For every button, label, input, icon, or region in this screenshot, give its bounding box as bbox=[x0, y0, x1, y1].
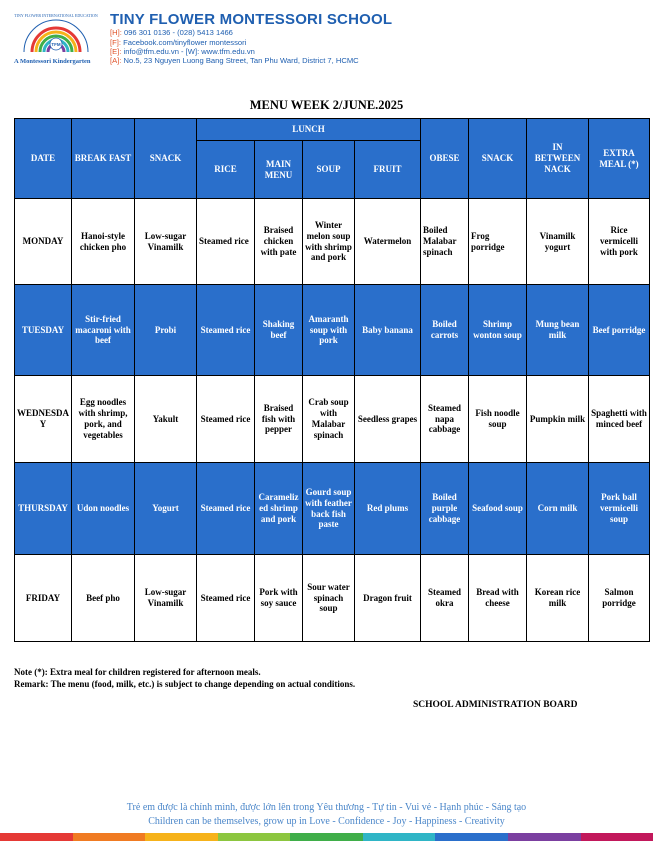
rainbow-stripe bbox=[73, 833, 146, 841]
menu-cell: Seafood soup bbox=[469, 463, 527, 555]
menu-cell: Frog porridge bbox=[469, 199, 527, 285]
contact-key: [F]: bbox=[110, 38, 121, 47]
day-label: FRIDAY bbox=[15, 555, 72, 642]
menu-cell: Yogurt bbox=[135, 463, 197, 555]
menu-cell: Corn milk bbox=[527, 463, 589, 555]
menu-cell: Shaking beef bbox=[255, 285, 303, 376]
contact-phone bbox=[110, 28, 233, 37]
menu-cell: Beef porridge bbox=[589, 285, 650, 376]
menu-cell: Egg noodles with shrimp, pork, and vegetables bbox=[72, 376, 135, 463]
menu-cell: Dragon fruit bbox=[355, 555, 421, 642]
menu-cell: Baby banana bbox=[355, 285, 421, 376]
rainbow-stripe bbox=[218, 833, 291, 841]
menu-cell: Boiled Malabar spinach bbox=[421, 199, 469, 285]
menu-cell: Udon noodles bbox=[72, 463, 135, 555]
menu-cell: Pumpkin milk bbox=[527, 376, 589, 463]
menu-cell: Braised chicken with pate bbox=[255, 199, 303, 285]
day-label: THURSDAY bbox=[15, 463, 72, 555]
rainbow-footer-bar bbox=[0, 833, 653, 841]
rainbow-stripe bbox=[508, 833, 581, 841]
table-row bbox=[15, 285, 650, 376]
header-fruit: FRUIT bbox=[355, 141, 421, 199]
menu-cell: Shrimp wonton soup bbox=[469, 285, 527, 376]
menu-cell: Fish noodle soup bbox=[469, 376, 527, 463]
logo-tagline: A Montessori Kindergarten bbox=[14, 58, 91, 65]
contact-value: Facebook.com/tinyflower montessori bbox=[123, 38, 247, 47]
header-in-between-snack: IN BETWEEN NACK bbox=[527, 119, 589, 199]
menu-cell: Seedless grapes bbox=[355, 376, 421, 463]
menu-cell: Vinamilk yogurt bbox=[527, 199, 589, 285]
header-snack: SNACK bbox=[135, 119, 197, 199]
rainbow-stripe bbox=[290, 833, 363, 841]
menu-cell: Steamed rice bbox=[197, 285, 255, 376]
menu-cell: Pork with soy sauce bbox=[255, 555, 303, 642]
menu-cell: Pork ball vermicelli soup bbox=[589, 463, 650, 555]
menu-cell: Bread with cheese bbox=[469, 555, 527, 642]
header-main-menu: MAIN MENU bbox=[255, 141, 303, 199]
menu-cell: Boiled purple cabbage bbox=[421, 463, 469, 555]
menu-cell: Steamed rice bbox=[197, 555, 255, 642]
extra-meal-note: Note (*): Extra meal for children registered for afternoon meals. bbox=[14, 667, 261, 677]
menu-cell: Rice vermicelli with pork bbox=[589, 199, 650, 285]
logo-arc-text: TINY FLOWER INTERNATIONAL EDUCATION bbox=[14, 13, 98, 18]
rainbow-stripe bbox=[0, 833, 73, 841]
header-obese: OBESE bbox=[421, 119, 469, 199]
contact-value: 096 301 0136 - (028) 5413 1466 bbox=[123, 28, 233, 37]
table-row bbox=[15, 376, 650, 463]
menu-cell: Beef pho bbox=[72, 555, 135, 642]
contact-key: [A]: bbox=[110, 56, 122, 65]
slogan-vietnamese: Trẻ em được là chính mình, được lớn lên trong Yêu thương - Tự tin - Vui vẻ - Hạnh phúc - Sáng tạo bbox=[126, 802, 527, 813]
slogan-english: Children can be themselves, grow up in Love - Confidence - Joy - Happiness - Creativity bbox=[148, 816, 505, 827]
contact-key: [E]: bbox=[110, 47, 122, 56]
logo-center-text: TFM bbox=[51, 42, 61, 47]
header-soup: SOUP bbox=[303, 141, 355, 199]
header-snack-afternoon: SNACK bbox=[469, 119, 527, 199]
menu-cell: Crab soup with Malabar spinach bbox=[303, 376, 355, 463]
contact-key: [H]: bbox=[110, 28, 122, 37]
rainbow-stripe bbox=[145, 833, 218, 841]
menu-cell: Mung bean milk bbox=[527, 285, 589, 376]
menu-cell: Low-sugar Vinamilk bbox=[135, 199, 197, 285]
menu-remark: Remark: The menu (food, milk, etc.) is subject to change depending on actual conditions. bbox=[14, 679, 356, 689]
menu-cell: Sour water spinach soup bbox=[303, 555, 355, 642]
day-label: TUESDAY bbox=[15, 285, 72, 376]
menu-cell: Steamed okra bbox=[421, 555, 469, 642]
menu-cell: Steamed napa cabbage bbox=[421, 376, 469, 463]
menu-cell: Red plums bbox=[355, 463, 421, 555]
menu-cell: Salmon porridge bbox=[589, 555, 650, 642]
menu-cell: Yakult bbox=[135, 376, 197, 463]
header-breakfast: BREAK FAST bbox=[72, 119, 135, 199]
administration-signature: SCHOOL ADMINISTRATION BOARD bbox=[413, 700, 578, 710]
menu-cell: Steamed rice bbox=[197, 376, 255, 463]
table-row bbox=[15, 199, 650, 285]
contact-facebook bbox=[110, 38, 246, 47]
menu-cell: Braised fish with pepper bbox=[255, 376, 303, 463]
rainbow-stripe bbox=[363, 833, 436, 841]
header-date: DATE bbox=[15, 119, 72, 199]
contact-value: info@tfm.edu.vn - [W]: www.tfm.edu.vn bbox=[123, 47, 255, 56]
menu-cell: Boiled carrots bbox=[421, 285, 469, 376]
menu-table bbox=[14, 118, 650, 642]
menu-cell: Spaghetti with minced beef bbox=[589, 376, 650, 463]
menu-cell: Watermelon bbox=[355, 199, 421, 285]
header-lunch: LUNCH bbox=[197, 119, 421, 141]
contact-address bbox=[110, 56, 359, 65]
menu-cell: Caramelized shrimp and pork bbox=[255, 463, 303, 555]
table-row bbox=[15, 463, 650, 555]
menu-cell: Winter melon soup with shrimp and pork bbox=[303, 199, 355, 285]
menu-cell: Stir-fried macaroni with beef bbox=[72, 285, 135, 376]
menu-cell: Amaranth soup with pork bbox=[303, 285, 355, 376]
menu-cell: Korean rice milk bbox=[527, 555, 589, 642]
table-row bbox=[15, 555, 650, 642]
menu-title: MENU WEEK 2/JUNE.2025 bbox=[249, 98, 404, 112]
header-extra-meal: EXTRA MEAL (*) bbox=[589, 119, 650, 199]
menu-cell: Probi bbox=[135, 285, 197, 376]
day-label: MONDAY bbox=[15, 199, 72, 285]
menu-cell: Steamed rice bbox=[197, 463, 255, 555]
contact-email-web bbox=[110, 47, 255, 56]
day-label: WEDNESDAY bbox=[15, 376, 72, 463]
menu-cell: Gourd soup with feather back fish paste bbox=[303, 463, 355, 555]
school-name: TINY FLOWER MONTESSORI SCHOOL bbox=[110, 11, 393, 28]
menu-cell: Steamed rice bbox=[197, 199, 255, 285]
rainbow-stripe bbox=[435, 833, 508, 841]
rainbow-stripe bbox=[581, 833, 653, 841]
menu-cell: Low-sugar Vinamilk bbox=[135, 555, 197, 642]
menu-cell: Hanoi-style chicken pho bbox=[72, 199, 135, 285]
contact-value: No.5, 23 Nguyen Luong Bang Street, Tan Phu Ward, District 7, HCMC bbox=[123, 56, 359, 65]
header-rice: RICE bbox=[197, 141, 255, 199]
